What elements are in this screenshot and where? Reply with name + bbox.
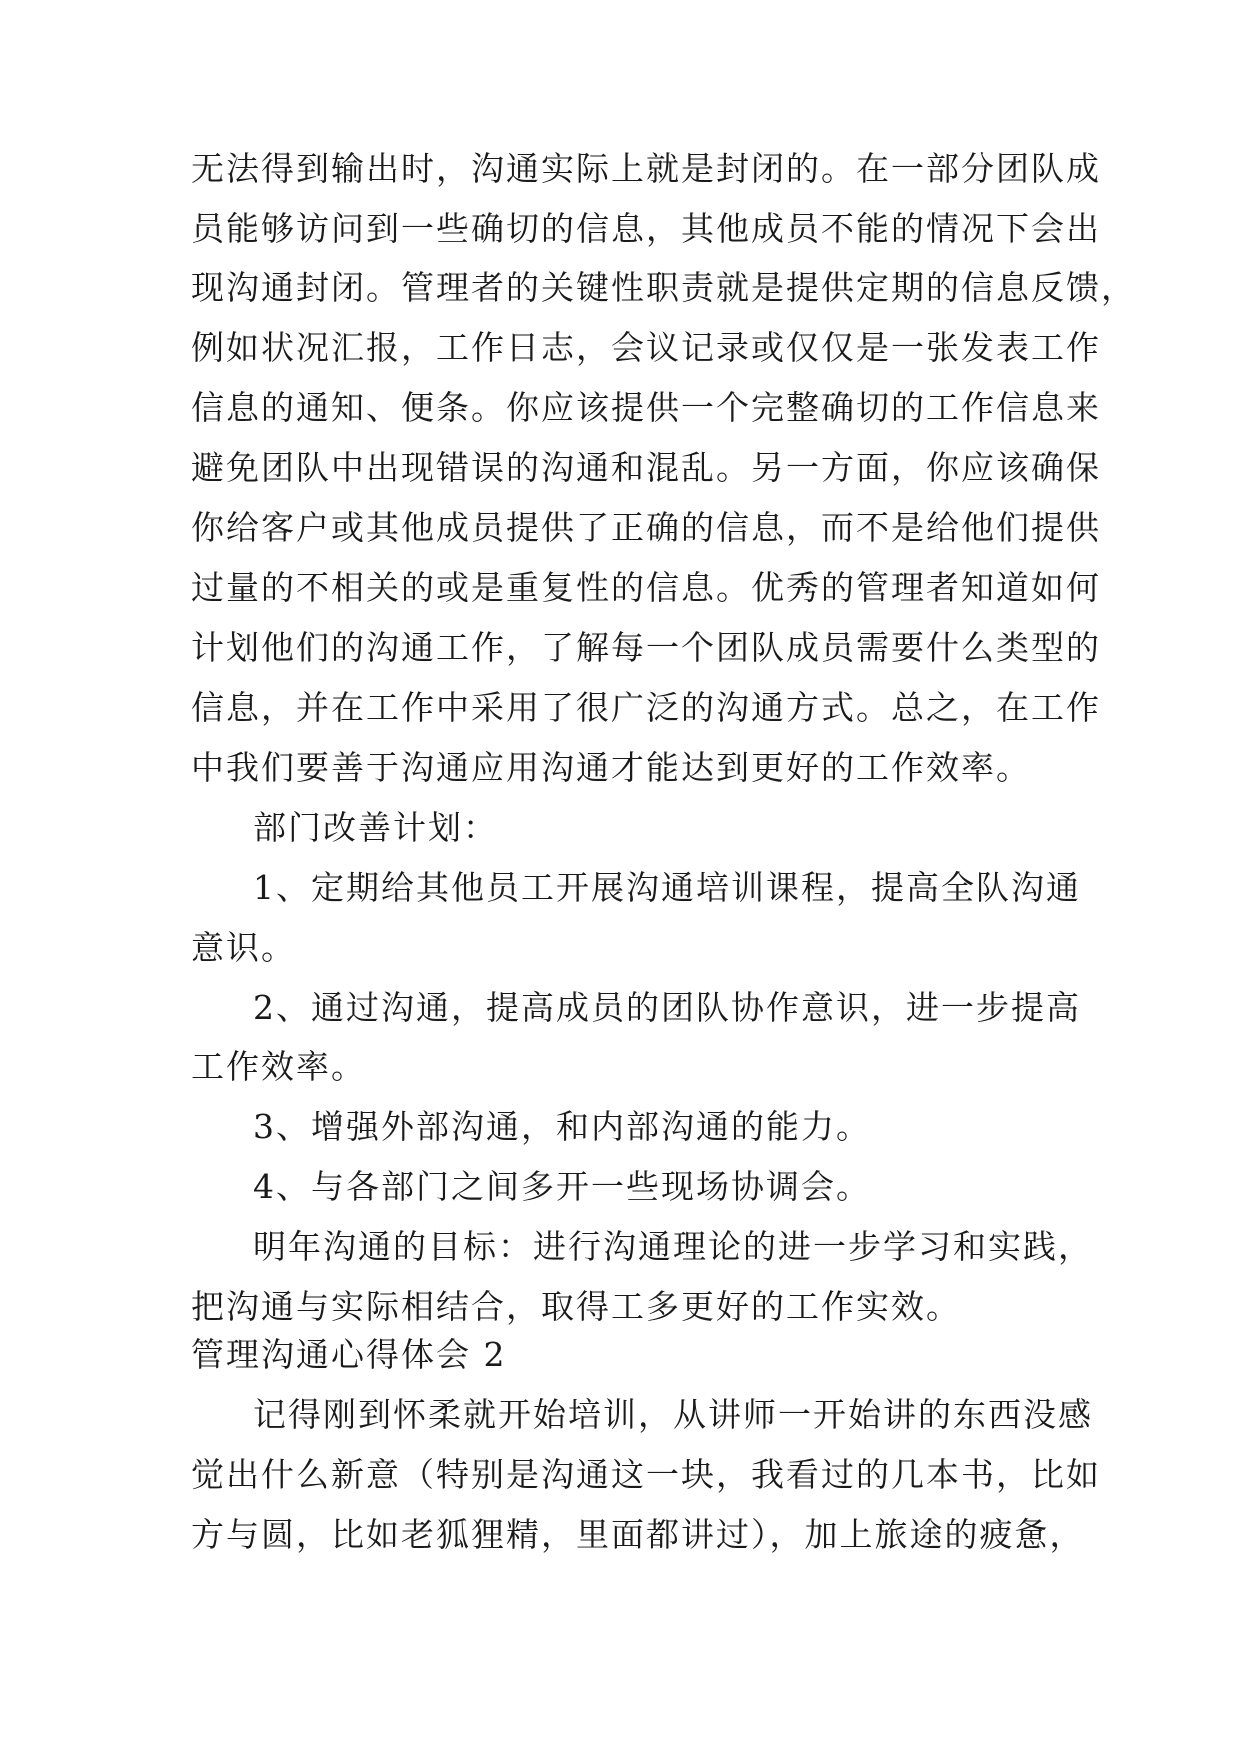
list-item-continuation: 意识。 — [191, 928, 296, 967]
section-heading: 部门改善计划： — [253, 808, 498, 847]
list-item: 3、增强外部沟通，和内部沟通的能力。 — [253, 1107, 871, 1146]
body-text-line: 员能够访问到一些确切的信息，其他成员不能的情况下会出 — [191, 209, 1101, 248]
section-title: 管理沟通心得体会 2 — [191, 1335, 507, 1374]
body-text-line: 计划他们的沟通工作，了解每一个团队成员需要什么类型的 — [191, 628, 1101, 667]
body-text-line: 明年沟通的目标：进行沟通理论的进一步学习和实践， — [253, 1227, 1093, 1266]
body-text-line: 过量的不相关的或是重复性的信息。优秀的管理者知道如何 — [191, 568, 1101, 607]
list-item: 4、与各部门之间多开一些现场协调会。 — [253, 1167, 871, 1206]
body-text-line: 方与圆，比如老狐狸精，里面都讲过），加上旅途的疲惫， — [191, 1515, 1085, 1554]
list-item: 1、定期给其他员工开展沟通培训课程，提高全队沟通 — [253, 868, 1081, 907]
body-text-line: 无法得到输出时，沟通实际上就是封闭的。在一部分团队成 — [191, 149, 1101, 188]
list-item: 2、通过沟通，提高成员的团队协作意识，进一步提高 — [253, 988, 1081, 1027]
body-text-line: 把沟通与实际相结合，取得工多更好的工作实效。 — [191, 1287, 961, 1326]
body-text-line: 记得刚到怀柔就开始培训，从讲师一开始讲的东西没感 — [253, 1395, 1093, 1434]
body-text-line: 觉出什么新意（特别是沟通这一块，我看过的几本书，比如 — [191, 1455, 1101, 1494]
body-text-line: 中我们要善于沟通应用沟通才能达到更好的工作效率。 — [191, 748, 1031, 787]
body-text-line: 信息，并在工作中采用了很广泛的沟通方式。总之，在工作 — [191, 688, 1101, 727]
body-text-line: 现沟通封闭。管理者的关键性职责就是提供定期的信息反馈， — [191, 268, 1136, 307]
body-text-line: 例如状况汇报，工作日志，会议记录或仅仅是一张发表工作 — [191, 328, 1101, 367]
body-text-line: 你给客户或其他成员提供了正确的信息，而不是给他们提供 — [191, 508, 1101, 547]
list-item-continuation: 工作效率。 — [191, 1047, 366, 1086]
body-text-line: 信息的通知、便条。你应该提供一个完整确切的工作信息来 — [191, 388, 1101, 427]
body-text-line: 避免团队中出现错误的沟通和混乱。另一方面，你应该确保 — [191, 448, 1101, 487]
